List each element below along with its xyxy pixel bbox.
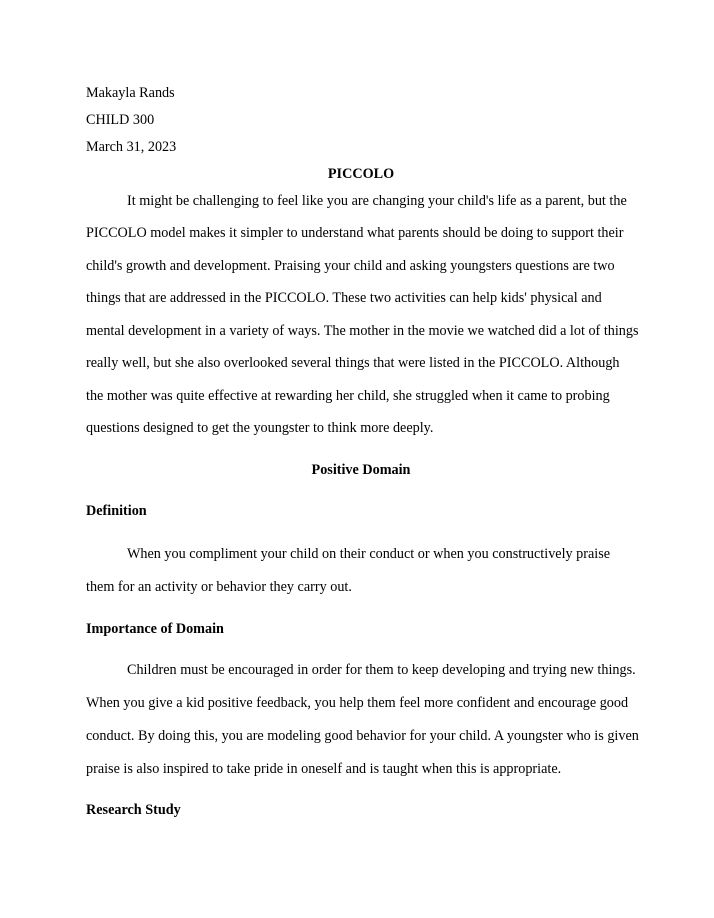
importance-heading: Importance of Domain <box>86 621 224 637</box>
intro-line: PICCOLO model makes it simpler to understand what parents should be doing to support their <box>86 225 624 241</box>
importance-line: conduct. By doing this, you are modeling good behavior for your child. A youngster who is given <box>86 728 639 744</box>
importance-line: praise is also inspired to take pride in oneself and is taught when this is appropriate. <box>86 761 562 777</box>
definition-heading: Definition <box>86 503 147 519</box>
definition-line: them for an activity or behavior they carry out. <box>86 579 352 595</box>
definition-line: When you compliment your child on their conduct or when you constructively praise <box>127 546 611 562</box>
intro-line: child's growth and development. Praising your child and asking youngsters questions are two <box>86 258 615 274</box>
importance-line: Children must be encouraged in order for them to keep developing and trying new things. <box>127 662 636 678</box>
course-code: CHILD 300 <box>86 112 155 128</box>
intro-line: things that are addressed in the PICCOLO. These two activities can help kids' physical and <box>86 290 602 306</box>
intro-line: really well, but she also overlooked several things that were listed in the PICCOLO. Although <box>86 355 620 371</box>
intro-line: the mother was quite effective at rewarding her child, she struggled when it came to probing <box>86 388 610 404</box>
author-name: Makayla Rands <box>86 85 175 101</box>
intro-line: It might be challenging to feel like you are changing your child's life as a parent, but the <box>127 193 627 209</box>
importance-line: When you give a kid positive feedback, you help them feel more confident and encourage good <box>86 695 629 711</box>
research-heading: Research Study <box>86 802 181 818</box>
document-title: PICCOLO <box>327 166 395 182</box>
section-heading: Positive Domain <box>311 462 411 478</box>
document-date: March 31, 2023 <box>86 139 177 155</box>
intro-line: questions designed to get the youngster to think more deeply. <box>86 420 434 436</box>
intro-line: mental development in a variety of ways. The mother in the movie we watched did a lot of things <box>86 323 639 339</box>
